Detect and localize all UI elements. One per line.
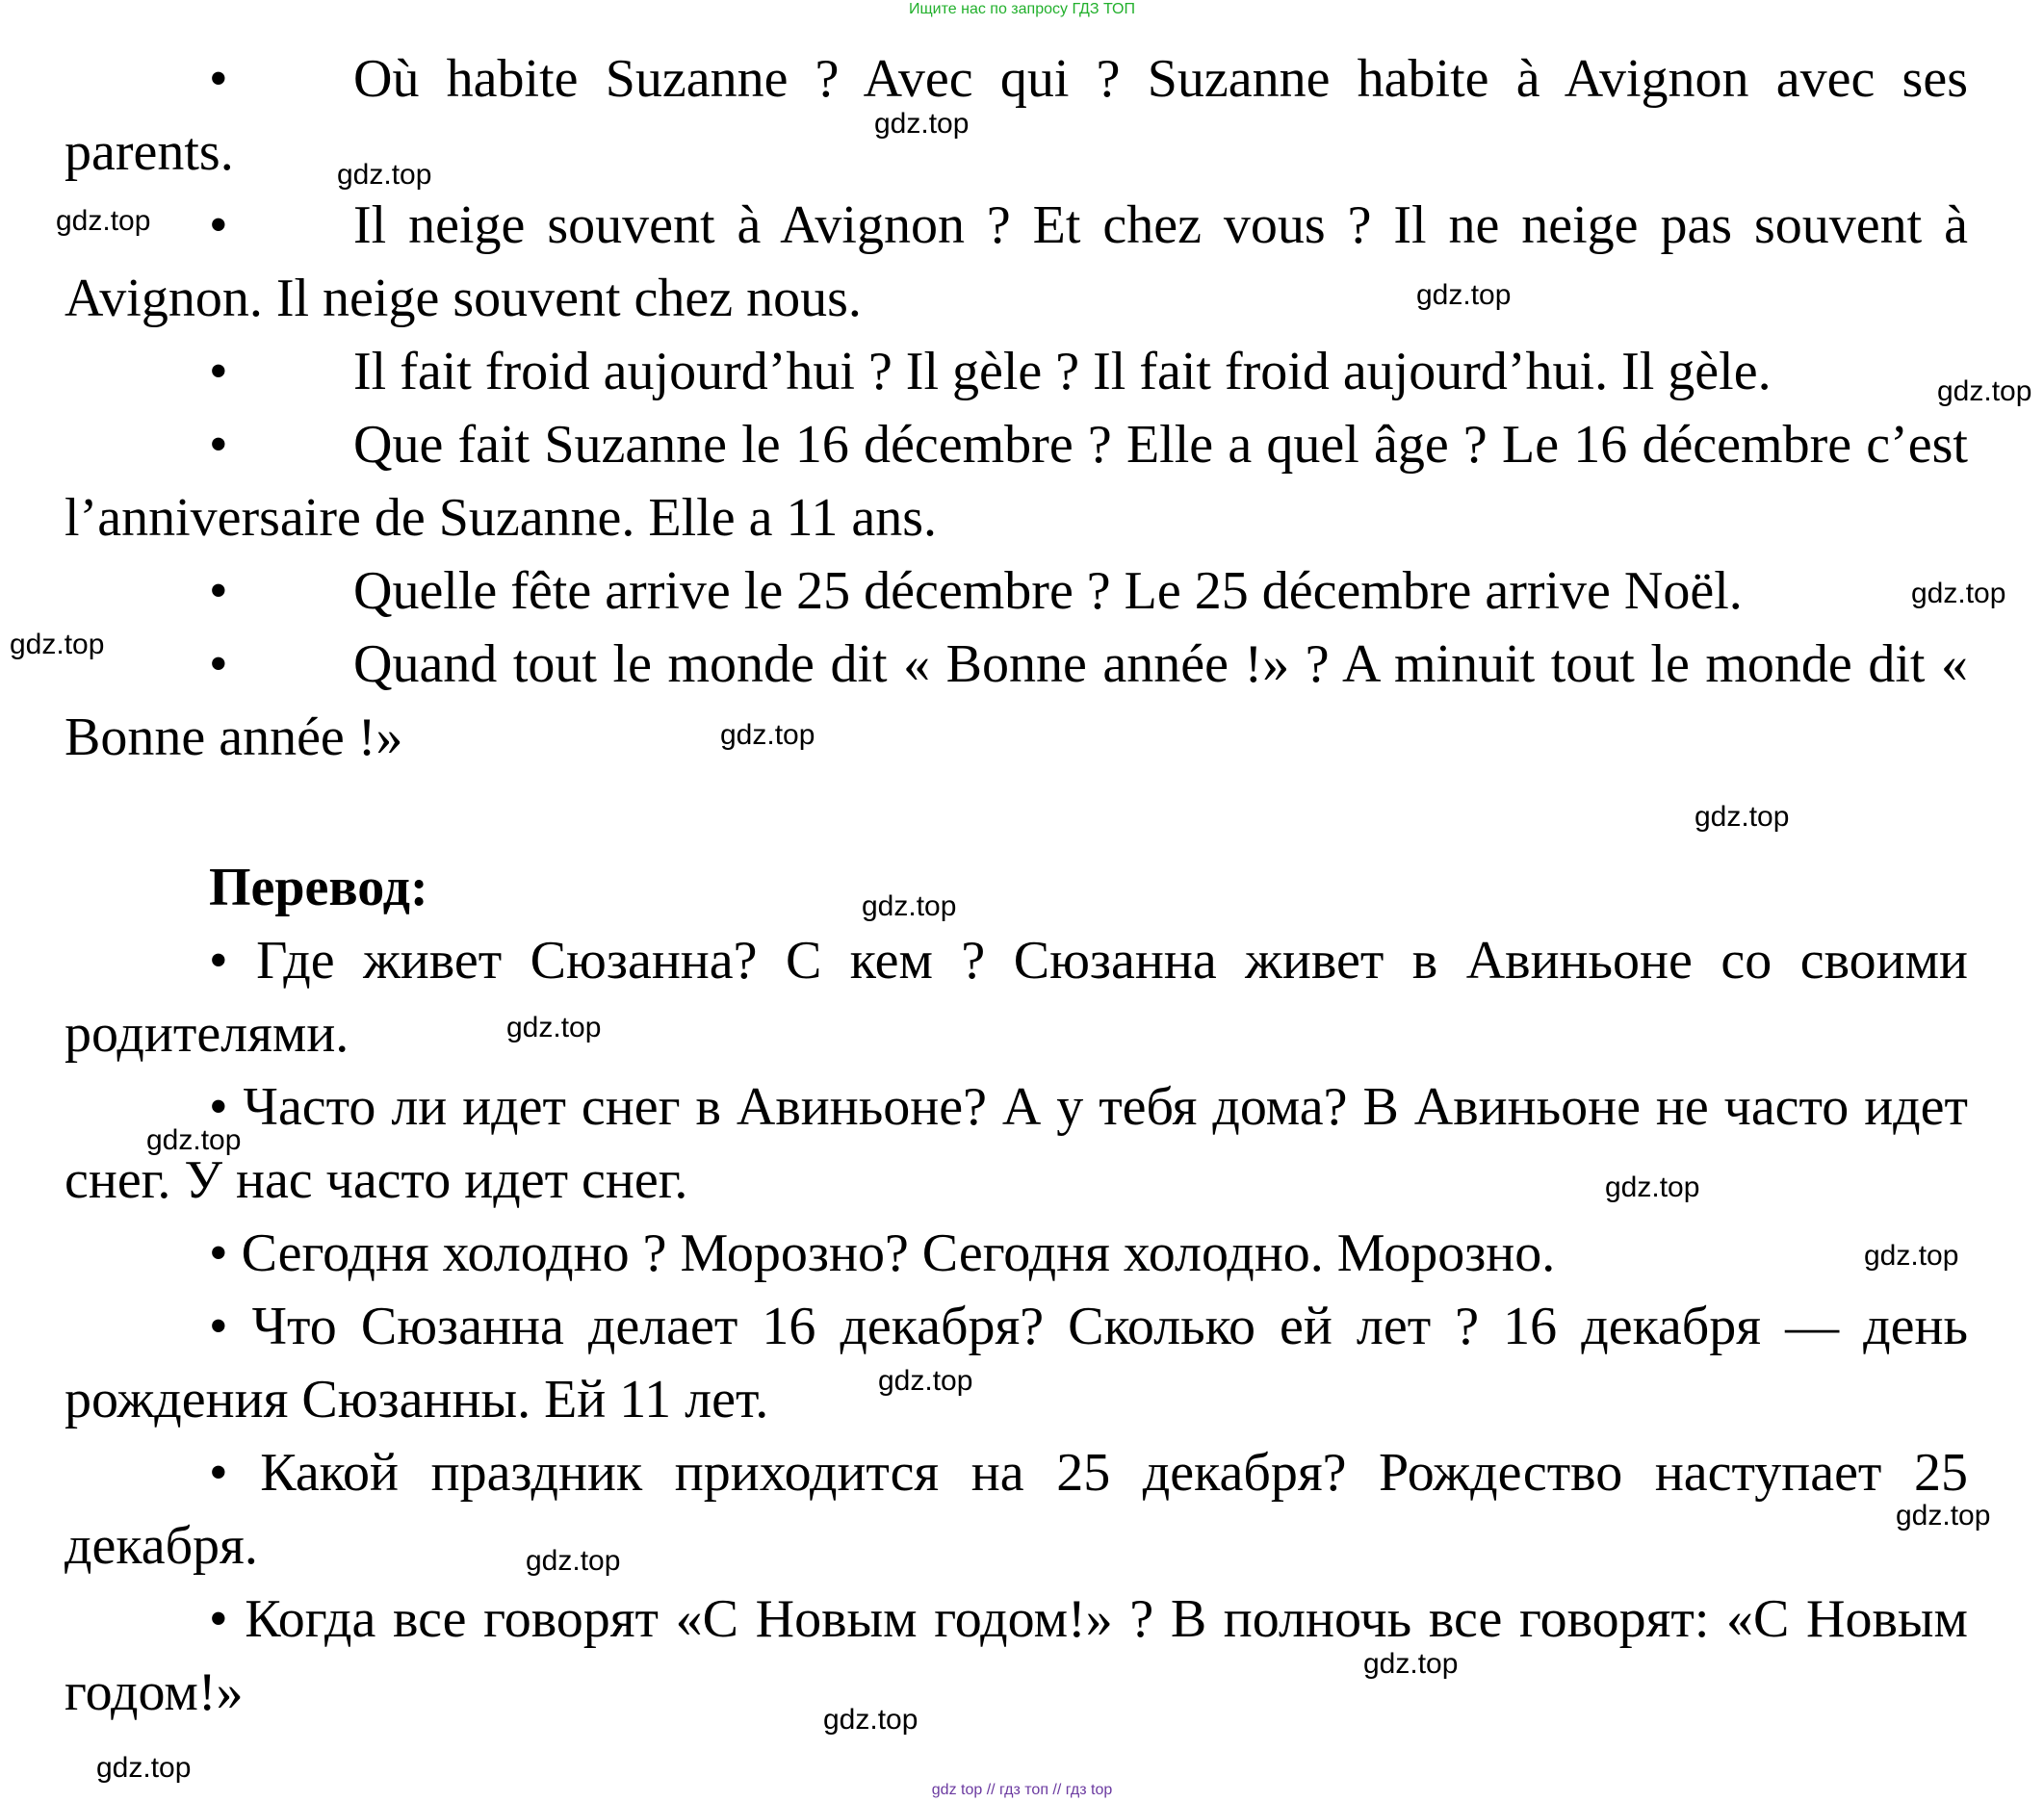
watermark: gdz.top [1695, 801, 1790, 833]
watermark: gdz.top [526, 1545, 621, 1577]
watermark: gdz.top [862, 890, 957, 922]
bullet: • [209, 195, 228, 255]
bullet: • [209, 49, 228, 109]
watermark: gdz.top [10, 629, 105, 660]
watermark: gdz.top [1896, 1500, 1991, 1532]
watermark: gdz.top [720, 719, 815, 751]
bullet: • [209, 634, 228, 694]
french-item-6: • Quand tout le monde dit « Bonne année !» ? A minuit tout le monde dit « Bonne année !» [65, 628, 1968, 774]
bullet: • [209, 561, 228, 621]
watermark: gdz.top [878, 1365, 973, 1397]
bottom-banner: gdz top // гдз топ // гдз top [931, 1782, 1113, 1798]
watermark: gdz.top [874, 108, 970, 140]
russian-item-3: • Сегодня холодно ? Морозно? Сегодня холодно. Морозно. [209, 1223, 1556, 1283]
bullet: • [209, 342, 228, 401]
french-item-4: • Que fait Suzanne le 16 décembre ? Elle a quel âge ? Le 16 décembre c’est l’anniversaire de Suzanne. Elle a 11 ans. [65, 408, 1968, 554]
watermark: gdz.top [146, 1124, 242, 1156]
french-item-2: • Il neige souvent à Avignon ? Et chez vous ? Il ne neige pas souvent à Avignon. Il neige souvent chez nous. [65, 189, 1968, 335]
watermark: gdz.top [56, 205, 151, 237]
bullet: • [209, 415, 228, 475]
russian-item-5: • Какой праздник приходится на 25 декабря? Рождество наступает 25 декабря. [65, 1443, 1968, 1576]
russian-translation [65, 924, 1968, 1729]
french-item-3: • Il fait froid aujourd’hui ? Il gèle ? Il fait froid aujourd’hui. Il gèle. [65, 335, 1968, 408]
watermark: gdz.top [1605, 1171, 1700, 1203]
russian-item-2: • Часто ли идет снег в Авиньоне? А у тебя дома? В Авиньоне не часто идет снег. У нас часто идет снег. [65, 1077, 1968, 1210]
watermark: gdz.top [823, 1704, 919, 1736]
document-body [65, 42, 1968, 1729]
french-item-1: • Où habite Suzanne ? Avec qui ? Suzanne habite à Avignon avec ses parents. [65, 42, 1968, 189]
top-banner: Ищите нас по запросу ГДЗ ТОП [909, 1, 1135, 17]
watermark: gdz.top [1363, 1648, 1459, 1680]
french-answers [65, 42, 1968, 774]
watermark: gdz.top [1416, 279, 1512, 311]
watermark: gdz.top [1864, 1240, 1959, 1272]
watermark: gdz.top [96, 1752, 192, 1784]
watermark: gdz.top [1937, 375, 2032, 407]
russian-item-6: • Когда все говорят «С Новым годом!» ? В полночь все говорят: «С Новым годом!» [65, 1589, 1968, 1722]
watermark: gdz.top [506, 1012, 602, 1043]
translation-heading: Перевод: [209, 858, 428, 917]
russian-item-4: • Что Сюзанна делает 16 декабря? Сколько ей лет ? 16 декабря — день рождения Сюзанны. Ей 11 лет. [65, 1297, 1968, 1429]
french-item-5: • Quelle fête arrive le 25 décembre ? Le 25 décembre arrive Noël. [65, 554, 1968, 628]
watermark: gdz.top [1911, 578, 2006, 609]
watermark: gdz.top [337, 159, 432, 191]
russian-item-1: • Где живет Сюзанна? С кем ? Сюзанна живет в Авиньоне со своими родителями. [65, 931, 1968, 1064]
